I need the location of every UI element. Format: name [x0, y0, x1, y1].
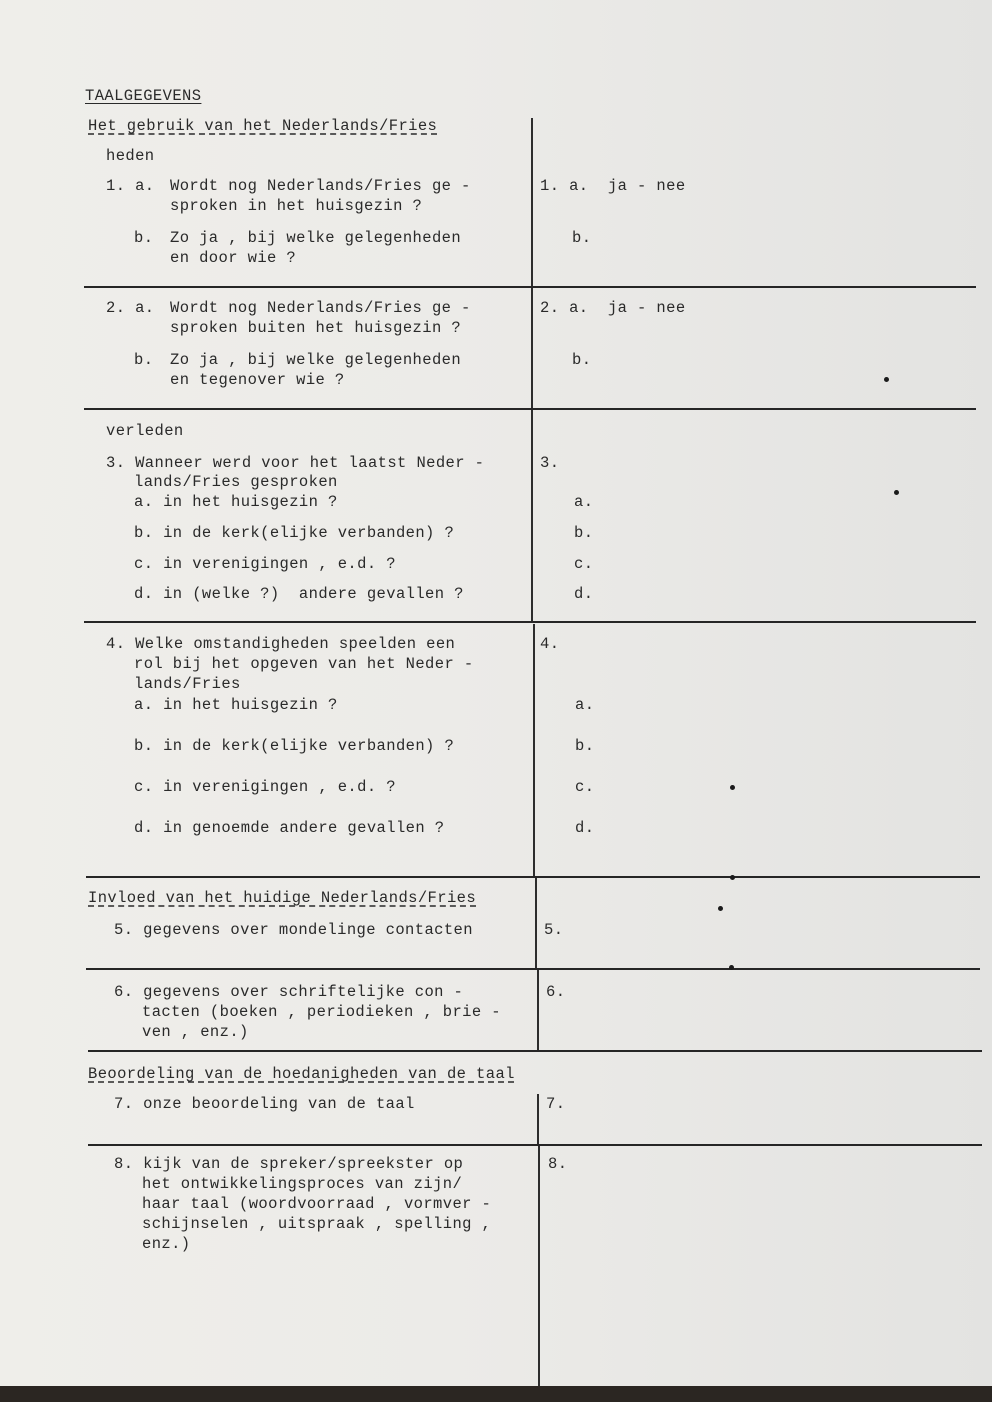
answer-1b-field[interactable]: b. [572, 229, 592, 247]
row-separator [84, 408, 976, 410]
question-2a-number: 2. a. [106, 299, 155, 317]
column-divider [531, 410, 533, 622]
ink-speck [729, 965, 734, 970]
question-3c: c. in verenigingen , e.d. ? [134, 555, 396, 573]
section-heading-usage: Het gebruik van het Nederlands/Fries [88, 117, 438, 135]
ink-speck [730, 785, 735, 790]
question-6-text-cont: tacten (boeken , periodieken , brie - [142, 1003, 501, 1021]
question-8-text: 8. kijk van de spreker/spreekster op [114, 1155, 464, 1173]
question-3-text: 3. Wanneer werd voor het laatst Neder - [106, 454, 485, 472]
column-divider [537, 1094, 539, 1144]
question-3-text-cont: lands/Fries gesproken [134, 473, 338, 491]
section-heading-influence: Invloed van het huidige Nederlands/Fries [88, 889, 477, 907]
question-8-text-cont4: enz.) [142, 1235, 191, 1253]
section-heading-assessment: Beoordeling van de hoedanigheden van de taal [88, 1065, 515, 1083]
ink-speck [730, 875, 735, 880]
answer-4-label: 4. [540, 635, 560, 653]
scan-border [0, 1386, 992, 1402]
answer-4c-field[interactable]: c. [575, 778, 595, 796]
question-8-text-cont: het ontwikkelingsproces van zijn/ [142, 1175, 463, 1193]
column-divider [535, 878, 537, 968]
question-5-text: 5. gegevens over mondelinge contacten [114, 921, 473, 939]
answer-1a-field[interactable]: 1. a. ja - nee [540, 177, 686, 195]
answer-6-field[interactable]: 6. [546, 983, 566, 1001]
question-1b-text: Zo ja , bij welke gelegenheden [170, 229, 462, 247]
question-6-text-cont2: ven , enz.) [142, 1023, 249, 1041]
column-divider [538, 1146, 540, 1386]
ink-speck [718, 906, 723, 911]
answer-7-field[interactable]: 7. [546, 1095, 566, 1113]
question-4-text: 4. Welke omstandigheden speelden een [106, 635, 456, 653]
question-3b: b. in de kerk(elijke verbanden) ? [134, 524, 455, 542]
answer-4d-field[interactable]: d. [575, 819, 595, 837]
answer-3a-field[interactable]: a. [574, 493, 594, 511]
question-3d: d. in (welke ?) andere gevallen ? [134, 585, 464, 603]
question-3a: a. in het huisgezin ? [134, 493, 338, 511]
question-1b-text-cont: en door wie ? [170, 249, 297, 267]
question-7-text: 7. onze beoordeling van de taal [114, 1095, 415, 1113]
answer-4b-field[interactable]: b. [575, 737, 595, 755]
answer-3c-field[interactable]: c. [574, 555, 594, 573]
question-1a-text: Wordt nog Nederlands/Fries ge - [170, 177, 471, 195]
row-separator [86, 876, 980, 878]
subheading-present: heden [106, 147, 155, 165]
row-separator [84, 621, 976, 623]
answer-5-field[interactable]: 5. [544, 921, 564, 939]
question-4a: a. in het huisgezin ? [134, 696, 338, 714]
column-divider [531, 118, 533, 286]
question-2b-text: Zo ja , bij welke gelegenheden [170, 351, 462, 369]
question-1a-text-cont: sproken in het huisgezin ? [170, 197, 423, 215]
row-separator [86, 968, 980, 970]
answer-2b-field[interactable]: b. [572, 351, 592, 369]
column-divider [531, 288, 533, 408]
answer-3d-field[interactable]: d. [574, 585, 594, 603]
answer-3-label: 3. [540, 454, 560, 472]
column-divider [533, 624, 535, 876]
question-2a-text: Wordt nog Nederlands/Fries ge - [170, 299, 471, 317]
question-4c: c. in verenigingen , e.d. ? [134, 778, 396, 796]
question-1a-number: 1. a. [106, 177, 155, 195]
question-4b: b. in de kerk(elijke verbanden) ? [134, 737, 455, 755]
ink-speck [884, 377, 889, 382]
question-8-text-cont2: haar taal (woordvoorraad , vormver - [142, 1195, 492, 1213]
answer-4a-field[interactable]: a. [575, 696, 595, 714]
row-separator [88, 1144, 982, 1146]
answer-2a-field[interactable]: 2. a. ja - nee [540, 299, 686, 317]
question-2a-text-cont: sproken buiten het huisgezin ? [170, 319, 462, 337]
question-6-text: 6. gegevens over schriftelijke con - [114, 983, 464, 1001]
question-4-text-cont2: lands/Fries [134, 675, 241, 693]
column-divider [537, 970, 539, 1052]
question-2b-number: b. [134, 351, 154, 369]
question-8-text-cont3: schijnselen , uitspraak , spelling , [142, 1215, 492, 1233]
document-title: TAALGEGEVENS [85, 87, 202, 105]
answer-3b-field[interactable]: b. [574, 524, 594, 542]
answer-8-field[interactable]: 8. [548, 1155, 568, 1173]
row-separator [88, 1050, 982, 1052]
subheading-past: verleden [106, 422, 184, 440]
row-separator [84, 286, 976, 288]
question-1b-number: b. [134, 229, 154, 247]
question-2b-text-cont: en tegenover wie ? [170, 371, 345, 389]
question-4-text-cont: rol bij het opgeven van het Neder - [134, 655, 474, 673]
question-4d: d. in genoemde andere gevallen ? [134, 819, 445, 837]
ink-speck [894, 490, 899, 495]
